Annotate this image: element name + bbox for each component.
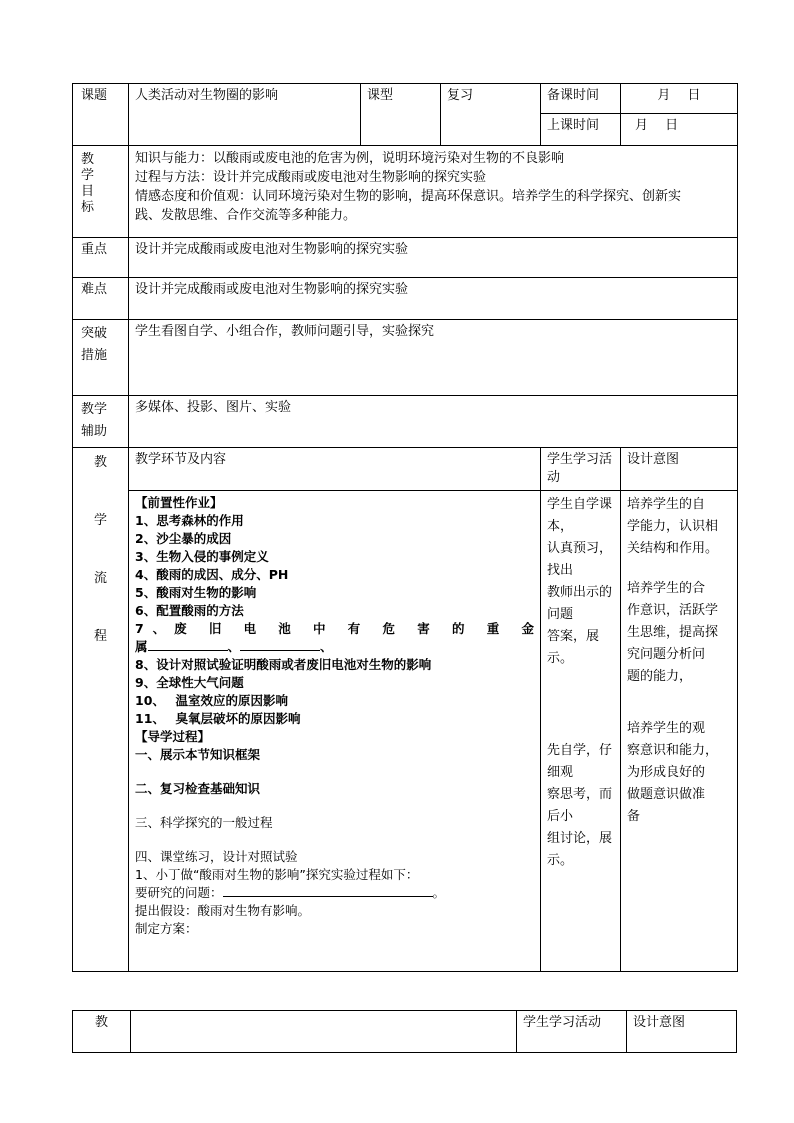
answer-blank[interactable] [240,638,320,651]
lesson-plan-table [72,83,738,972]
measures-value: 学生看图自学、小组合作，教师问题引导，实验探究 [129,320,738,396]
topic-label: 课题 [73,84,129,146]
aids-value: 多媒体、投影、图片、实验 [129,396,738,448]
class-time-value: 月 日 [621,114,738,146]
measures-row [73,320,738,396]
type-value: 复习 [441,84,541,146]
flow-header-row [73,448,738,491]
second-col-intent: 设计意图 [627,1011,737,1053]
heavy-metal-line: 属 、 、 [135,639,333,654]
key-point-row [73,238,738,278]
class-time-label: 上课时间 [541,114,621,146]
question-blank[interactable] [223,884,433,897]
type-label: 课型 [361,84,441,146]
goals-row [73,146,738,238]
difficulty-row [73,278,738,320]
second-page-table [72,1010,737,1053]
second-col-activity: 学生学习活动 [517,1011,627,1053]
prep-time-value: 月 日 [621,84,738,114]
header-row-1 [73,84,738,114]
goals-content: 知识与能力：以酸雨或废电池的危害为例，说明环境污染对生物的不良影响 过程与方法：设计并完成酸雨或废电池对生物影响的探究实验 情感态度和价值观：认同环境污染对生物的影响，提高环保意识。培养学生的科学探究、创新实 践、发散思维、合作交流等多种能力。 [129,146,738,238]
goals-label: 教 学 目 标 [73,146,129,238]
exercise-question-line: 要研究的问题： 。 [135,885,446,900]
prep-time-label: 备课时间 [541,84,621,114]
second-header-row [73,1011,737,1053]
flow-col-intent: 设计意图 [621,448,738,491]
aids-label: 教学 辅助 [73,396,129,448]
measures-label: 突破 措施 [73,320,129,396]
flow-col-activity: 学生学习活动 [541,448,621,491]
key-point-label: 重点 [73,238,129,278]
flow-intent: 培养学生的自 学能力，认识相 关结构和作用。 培养学生的合 作意识，活跃学 生思维，提高探 究问题分析问 题的能力， 培养学生的观 察意识和能力， 为形成良好的 做题意识做准 备 [621,491,738,972]
flow-activity: 学生自学课本， 认真预习，找出 教师出示的问题 答案，展示。 先自学，仔细观 察思考，而后小 组讨论，展示。 [541,491,621,972]
difficulty-label: 难点 [73,278,129,320]
flow-col-content: 教学环节及内容 [129,448,541,491]
key-point-value: 设计并完成酸雨或废电池对生物影响的探究实验 [129,238,738,278]
flow-label: 教 学 流 程 [73,448,129,972]
flow-content: 【前置性作业】 1、思考森林的作用 2、沙尘暴的成因 3、生物入侵的事例定义 4、酸雨的成因、成分、PH 5、酸雨对生物的影响 6、配置酸雨的方法 7、废 旧 电 池 中 有 危 害 的 重 金 属 、 、 8、设计对照试验证明酸雨或者废旧电池对生物的影响 9、全球性大气问题 10、 温室效应的原因影响 11、 臭氧层破坏的原因影响 【导学过程】 一、展示本节知识框架 二、复习检查基础知识 三、科学探究的一般过程 四、课堂练习，设计对照试验 1、小丁做“酸雨对生物的影响”探究实验过程如下： 要研究的问题： 。 提出假设：酸雨对生物有影响。 制定方案： [129,491,541,972]
answer-blank[interactable] [148,638,228,651]
topic-value: 人类活动对生物圈的影响 [129,84,361,146]
second-flow-label: 教 [73,1011,131,1053]
difficulty-value: 设计并完成酸雨或废电池对生物影响的探究实验 [129,278,738,320]
aids-row [73,396,738,448]
flow-body-row [73,491,738,972]
second-content-header [131,1011,517,1053]
